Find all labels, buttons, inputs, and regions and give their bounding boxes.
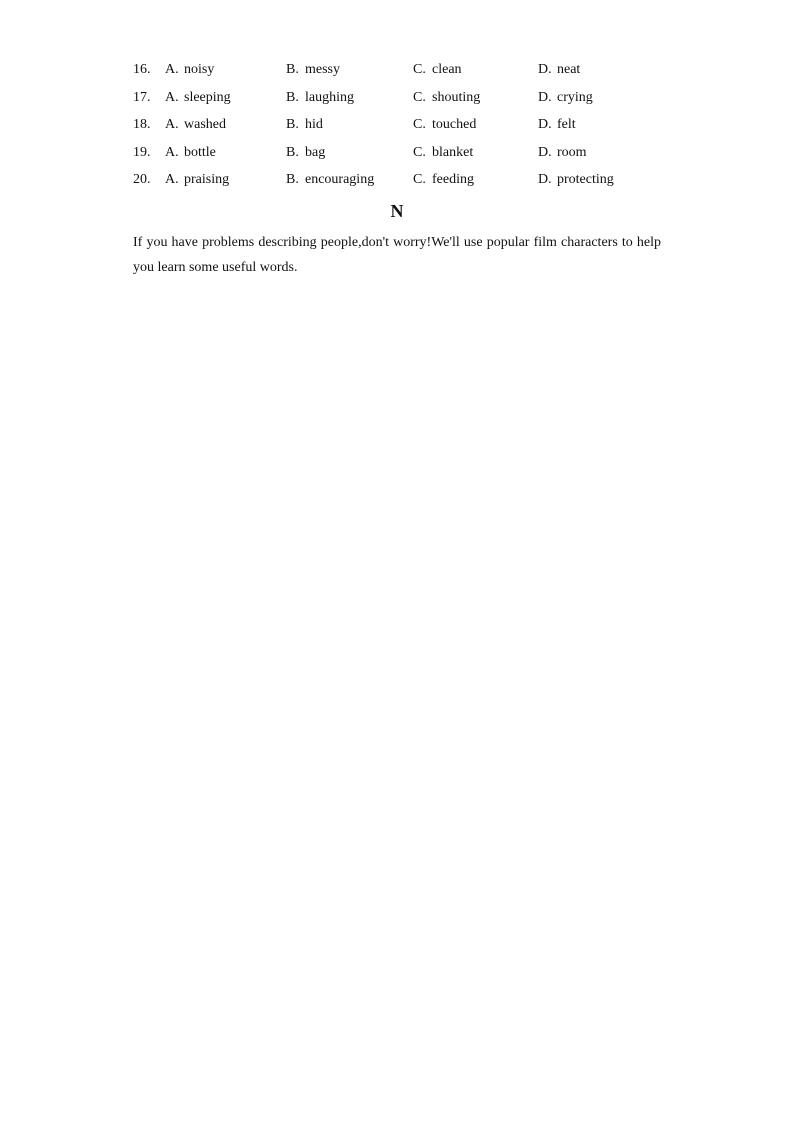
option-letter: D.	[538, 62, 552, 77]
question-18	[133, 114, 693, 142]
option-c	[413, 87, 480, 109]
option-letter: B.	[286, 62, 299, 77]
option-letter: A.	[165, 89, 179, 105]
option-a	[165, 169, 229, 191]
option-c	[413, 59, 462, 81]
option-letter: C.	[413, 144, 426, 160]
option-letter: A.	[165, 62, 179, 77]
option-b	[286, 59, 340, 81]
option-d	[538, 142, 587, 164]
option-a	[165, 59, 214, 81]
option-text: washed	[184, 117, 226, 133]
option-text: felt	[557, 117, 576, 133]
option-c	[413, 142, 473, 164]
question-number: 17.	[133, 89, 151, 105]
option-letter: A.	[165, 144, 179, 160]
option-letter: B.	[286, 172, 299, 188]
option-letter: C.	[413, 117, 426, 133]
option-text: bag	[305, 144, 326, 160]
option-text: crying	[557, 89, 593, 105]
option-b	[286, 142, 325, 164]
option-letter: D.	[538, 172, 552, 188]
option-b	[286, 87, 354, 109]
option-letter: A.	[165, 172, 179, 188]
option-text: noisy	[184, 62, 215, 77]
option-text: praising	[184, 172, 230, 188]
option-text: feeding	[432, 172, 474, 188]
option-b	[286, 169, 374, 191]
option-c	[413, 169, 474, 191]
option-text: neat	[557, 62, 581, 77]
option-letter: C.	[413, 172, 426, 188]
option-d	[538, 59, 580, 81]
question-list	[133, 59, 693, 197]
option-letter: B.	[286, 89, 299, 105]
option-d	[538, 169, 614, 191]
option-letter: A.	[165, 117, 179, 133]
question-number: 16.	[133, 62, 151, 77]
option-text: room	[557, 144, 587, 160]
option-d	[538, 114, 576, 136]
option-a	[165, 114, 226, 136]
option-c	[413, 114, 476, 136]
section-heading: N	[390, 201, 404, 221]
option-letter: D.	[538, 117, 552, 133]
option-text: blanket	[432, 144, 474, 160]
option-text: shouting	[432, 89, 481, 105]
question-19	[133, 142, 693, 170]
option-text: clean	[432, 62, 462, 77]
question-16	[133, 59, 693, 87]
option-d	[538, 87, 593, 109]
option-letter: C.	[413, 62, 426, 77]
option-a	[165, 87, 231, 109]
question-20	[133, 169, 693, 197]
option-b	[286, 114, 323, 136]
option-text: sleeping	[184, 89, 231, 105]
passage-paragraph: If you have problems describing people,don't worry!We'll use popular film characters to help you learn some useful words.	[133, 235, 661, 275]
option-a	[165, 142, 216, 164]
option-text: protecting	[557, 172, 614, 188]
question-17	[133, 87, 693, 115]
option-text: hid	[305, 117, 323, 133]
option-letter: B.	[286, 144, 299, 160]
question-number: 20.	[133, 172, 151, 188]
option-text: bottle	[184, 144, 216, 160]
option-text: messy	[305, 62, 340, 77]
option-letter: D.	[538, 144, 552, 160]
option-text: encouraging	[305, 172, 375, 188]
option-text: laughing	[305, 89, 354, 105]
option-letter: D.	[538, 89, 552, 105]
option-letter: C.	[413, 89, 426, 105]
option-letter: B.	[286, 117, 299, 133]
option-text: touched	[432, 117, 477, 133]
question-number: 19.	[133, 144, 151, 160]
question-number: 18.	[133, 117, 151, 133]
